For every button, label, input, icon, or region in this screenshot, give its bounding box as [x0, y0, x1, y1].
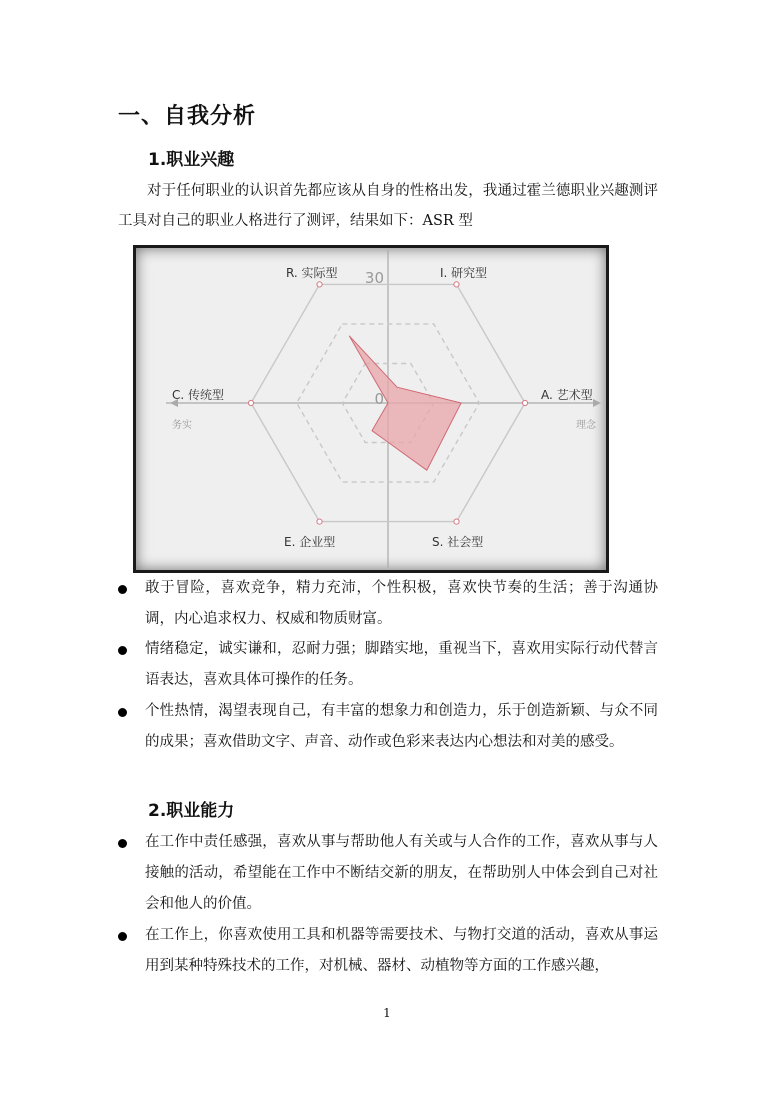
bullet-dot — [118, 585, 127, 594]
tick-label-max: 30 — [364, 269, 384, 287]
interest-bullet-2 — [118, 634, 658, 696]
vertex-marker — [317, 519, 322, 524]
vertex-marker — [522, 400, 527, 405]
section-title: 一、自我分析 — [118, 104, 257, 129]
vertex-marker — [317, 282, 322, 287]
vertex-marker — [454, 519, 459, 524]
radar-labels — [172, 265, 597, 549]
axis-label: E. 企业型 — [284, 535, 336, 549]
tick-label-min: 0 — [374, 390, 384, 408]
axis-label: I. 研究型 — [440, 266, 488, 280]
vertex-marker — [248, 400, 253, 405]
axis-label: R. 实际型 — [286, 266, 338, 280]
bullet-dot — [118, 839, 127, 848]
axis-label: S. 社会型 — [432, 535, 484, 549]
bullet-text: 敢于冒险，喜欢竞争，精力充沛，个性积极，喜欢快节奏的生活；善于沟通协调，内心追求权力、权威和物质财富。 — [145, 580, 658, 627]
radar-grid — [166, 250, 601, 568]
interest-bullet-1 — [118, 573, 658, 635]
axis-label: A. 艺术型 — [541, 388, 593, 402]
bullet-dot — [118, 646, 127, 655]
vertex-marker — [454, 282, 459, 287]
bullet-text: 个性热情，渴望表现自己，有丰富的想象力和创造力，乐于创造新颖、与众不同的成果；喜欢借助文字、声音、动作或色彩来表达内心想法和对美的感受。 — [145, 703, 658, 750]
left-axis-label: 务实 — [172, 420, 192, 431]
interest-intro: 对于任何职业的认识首先都应该从自身的性格出发，我通过霍兰德职业兴趣测评工具对自己的职业人格进行了测评，结果如下：ASR 型 — [118, 183, 658, 229]
ability-bullet-1 — [118, 827, 658, 920]
axis-label: C. 传统型 — [172, 388, 225, 402]
interest-heading: 1.职业兴趣 — [148, 150, 235, 170]
bullet-text: 在工作上，你喜欢使用工具和机器等需要技术、与物打交道的活动，喜欢从事运用到某种特殊技术的工作，对机械、器材、动植物等方面的工作感兴趣， — [145, 927, 658, 974]
bullet-text: 情绪稳定，诚实谦和，忍耐力强；脚踏实地，重视当下，喜欢用实际行动代替言语表达，喜欢具体可操作的任务。 — [145, 641, 658, 688]
radar-svg — [136, 248, 606, 570]
page-number: 1 — [383, 1006, 391, 1020]
bullet-text: 在工作中责任感强，喜欢从事与帮助他人有关或与人合作的工作，喜欢从事与人接触的活动，希望能在工作中不断结交新的朋友，在帮助别人中体会到自己对社会和他人的价值。 — [145, 834, 658, 912]
ability-heading: 2.职业能力 — [148, 801, 235, 821]
right-arrow-icon — [593, 399, 601, 407]
holland-radar-chart — [133, 245, 609, 573]
right-axis-label: 理念 — [576, 420, 596, 431]
ability-bullet-2 — [118, 920, 658, 982]
bullet-dot — [118, 708, 127, 717]
bullet-dot — [118, 932, 127, 941]
interest-bullet-3 — [118, 696, 658, 758]
